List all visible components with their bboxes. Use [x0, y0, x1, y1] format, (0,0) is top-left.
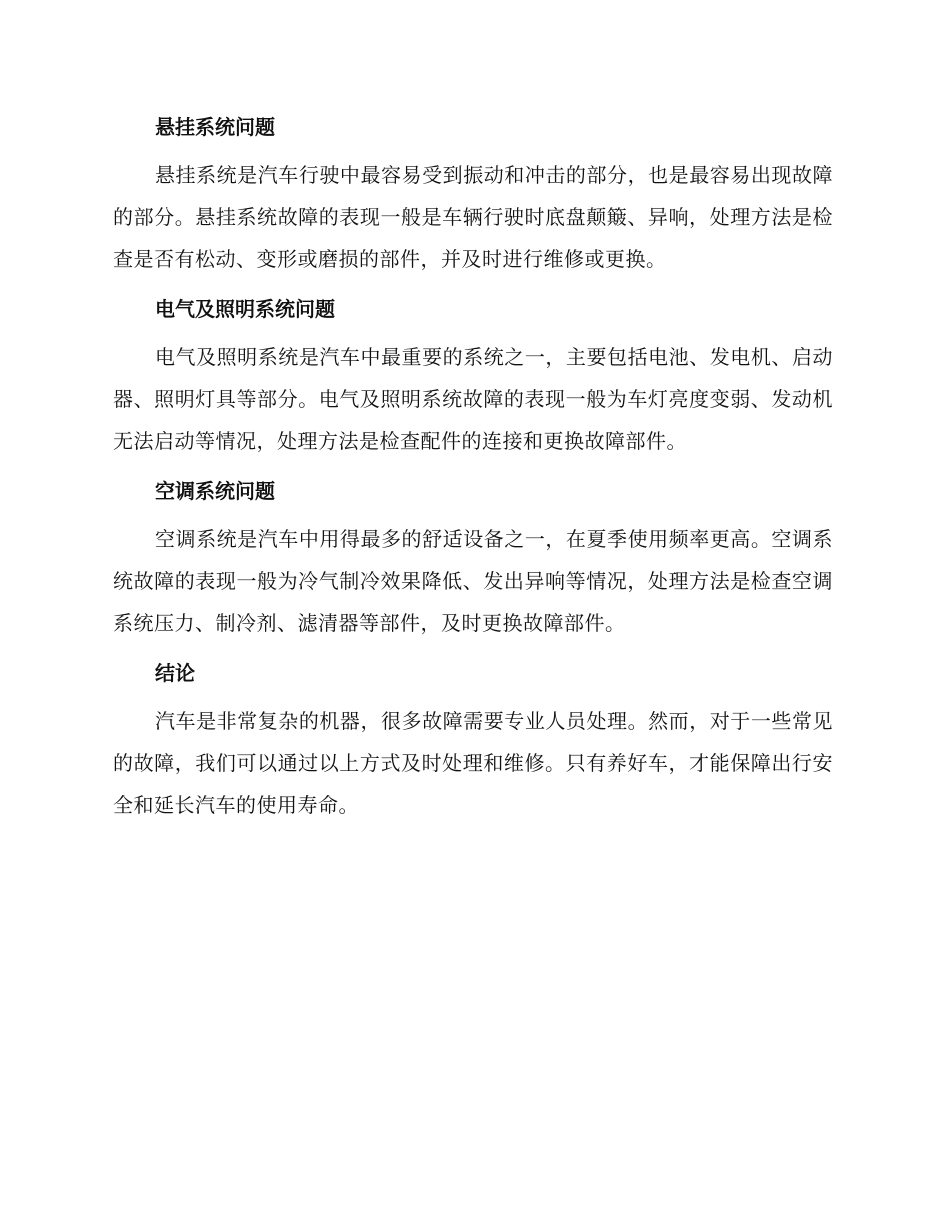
- paragraph-conclusion: 汽车是非常复杂的机器，很多故障需要专业人员处理。然而，对于一些常见的故障，我们可以通过以上方式及时处理和维修。只有养好车，才能保障出行安全和延长汽车的使用寿命。: [113, 709, 833, 817]
- paragraph-electrical: 电气及照明系统是汽车中最重要的系统之一，主要包括电池、发电机、启动器、照明灯具等部分。电气及照明系统故障的表现一般为车灯亮度变弱、发动机无法启动等情况，处理方法是检查配件的连接和更换故障部件。: [113, 345, 833, 453]
- paragraph-air-conditioning: 空调系统是汽车中用得最多的舒适设备之一，在夏季使用频率更高。空调系统故障的表现一般为冷气制冷效果降低、发出异响等情况，处理方法是检查空调系统压力、制冷剂、滤清器等部件，及时更换故障部件。: [113, 527, 833, 635]
- paragraph-suspension: 悬挂系统是汽车行驶中最容易受到振动和冲击的部分，也是最容易出现故障的部分。悬挂系统故障的表现一般是车辆行驶时底盘颠簸、异响，处理方法是检查是否有松动、变形或磨损的部件，并及时进行维修或更换。: [113, 163, 833, 271]
- heading-electrical: 电气及照明系统问题: [155, 297, 335, 321]
- document-page: [113, 108, 833, 836]
- heading-conclusion: 结论: [155, 661, 195, 685]
- heading-suspension: 悬挂系统问题: [155, 115, 275, 139]
- heading-air-conditioning: 空调系统问题: [155, 479, 275, 503]
